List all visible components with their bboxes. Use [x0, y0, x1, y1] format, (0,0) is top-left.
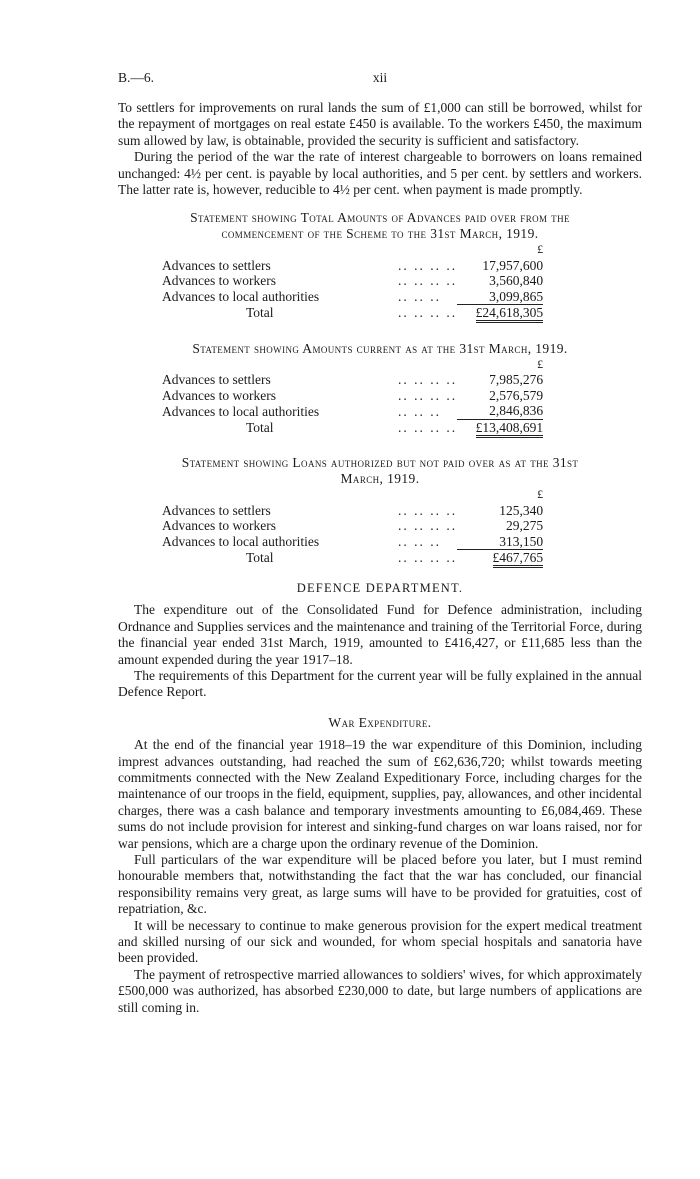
- table-row: Advances to local authorities .. .. .. 3,099,865: [162, 288, 544, 305]
- currency-header: £: [537, 242, 544, 257]
- paragraph-war-particulars: Full particulars of the war expenditure will be placed before you later, but I must remind honourable members that, notwithstanding the fact that the war has concluded, our financial responsibility remains very great, as large sums will have to be provided for gratuities, cost of repatriation, &c.: [118, 852, 642, 917]
- paragraph-married-allowances: The payment of retrospective married allowances to soldiers' wives, for which approximately £500,000 was authorized, has absorbed £230,000 to date, but large numbers of applications are still coming in.: [118, 966, 642, 1015]
- currency-header: £: [537, 487, 544, 502]
- paragraph-medical-provision: It will be necessary to continue to make generous provision for the expert medical treatment and skilled nursing of our sick and wounded, for whom special hospitals and sanatoria have been provided.: [118, 917, 642, 966]
- document-body: [118, 100, 642, 1016]
- statement-table-current-amounts: [162, 357, 543, 436]
- statement-title-authorized-loans: Statement showing Loans authorized but not paid over as at the 31st March, 1919.: [181, 455, 579, 487]
- table-row: Advances to workers .. .. .. .. 29,275: [162, 518, 544, 534]
- section-heading-war-expenditure: War Expenditure.: [328, 714, 432, 730]
- currency-header: £: [537, 356, 544, 371]
- total-row: Total .. .. .. .. £467,765: [162, 550, 543, 566]
- paragraph-defence-requirements: The requirements of this Department for the current year will be fully explained in the annual Defence Report.: [118, 667, 642, 700]
- paragraph-loan-limits: To settlers for improvements on rural lands the sum of £1,000 can still be borrowed, whilst for the repayment of mortgages on real estate £450 is available. To the workers £450, the maximum sum allowed by law, is obtainable, provided the security is sufficient and satisfactory.: [118, 100, 642, 148]
- page-number: xii: [372, 70, 388, 85]
- statement-table-total-advances: [162, 242, 543, 321]
- table-row: Advances to workers .. .. .. .. 2,576,579: [162, 387, 544, 403]
- table-row: Advances to settlers .. .. .. .. 125,340: [162, 502, 544, 518]
- section-heading-defence: DEFENCE DEPARTMENT.: [296, 580, 464, 595]
- page-header: [118, 70, 642, 90]
- paragraph-interest-rates: During the period of the war the rate of interest chargeable to borrowers on loans remained unchanged: 4½ per cent. is payable by local authorities, and 5 per cent. by settlers and workers. The latter rate is, however, reducible to 4½ per cent. when payment is made promptly.: [118, 149, 642, 198]
- table-row: Advances to settlers .. .. .. .. 7,985,276: [162, 372, 544, 388]
- paragraph-war-expenditure: At the end of the financial year 1918–19 the war expenditure of this Dominion, including imprest advances outstanding, had reached the sum of £62,636,720; whilst towards meeting commitments connected with the New Zealand Expeditionary Force, including charges for the maintenance of our troops in the field, equipment, supplies, pay, allowances, and other incidental charges, there was a cash balance and temporary investments amounting to £6,084,469. These sums do not include provision for interest and sinking-fund charges on war loans raised, nor for war pensions, which are a charge upon the ordinary revenue of the Dominion.: [118, 737, 642, 851]
- statement-table-authorized-loans: [162, 487, 543, 566]
- total-row: Total .. .. .. .. £24,618,305: [162, 305, 543, 321]
- table-row: Advances to local authorities .. .. .. 2,846,836: [162, 403, 544, 419]
- table-row: Advances to workers .. .. .. .. 3,560,840: [162, 273, 544, 289]
- statement-title-total-advances: Statement showing Total Amounts of Advances paid over from the commencement of the Scheme to the 31st March, 1919.: [190, 210, 570, 242]
- table-row: Advances to local authorities .. .. .. 313,150: [162, 533, 544, 550]
- document-reference: B.—6.: [118, 70, 155, 85]
- table-row: Advances to settlers .. .. .. .. 17,957,600: [162, 257, 544, 273]
- paragraph-defence-expenditure: The expenditure out of the Consolidated Fund for Defence administration, including Ordnance and Supplies services and the maintenance and training of the Territorial Force, during the financial year ended 31st March, 1919, amounted to £416,427, or £11,685 less than the amount expended during the year 1917–18.: [118, 602, 642, 667]
- statement-title-current-amounts: Statement showing Amounts current as at the 31st March, 1919.: [192, 340, 568, 356]
- total-row: Total .. .. .. .. £13,408,691: [162, 419, 543, 435]
